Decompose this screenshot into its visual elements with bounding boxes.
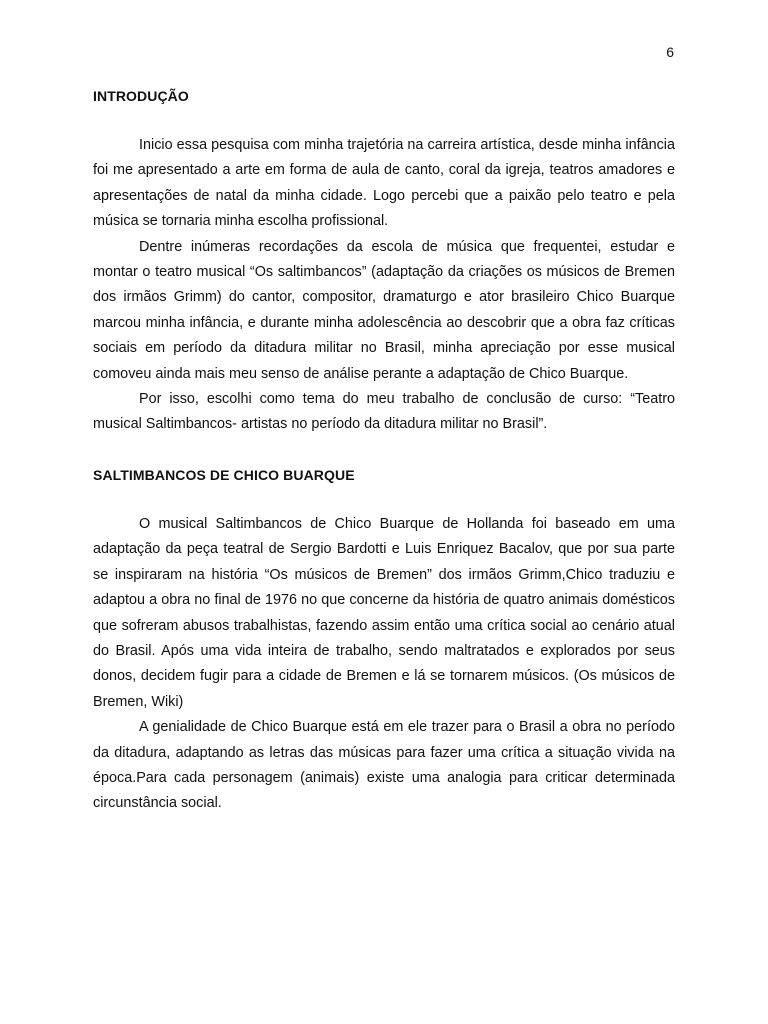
paragraph: Dentre inúmeras recordações da escola de música que frequentei, estudar e montar o teatro musical “Os saltimbancos” (adaptação da criações os músicos de Bremen dos irmãos Grimm) do cantor, compositor, dramaturgo e ator brasileiro Chico Buarque marcou minha infância, e durante minha adolescência ao descobrir que a obra faz críticas sociais em período da ditadura militar no Brasil, minha apreciação por esse musical comoveu ainda mais meu senso de análise perante a adaptação de Chico Buarque. — [93, 238, 675, 382]
paragraph: Por isso, escolhi como tema do meu trabalho de conclusão de curso: “Teatro musical Saltimbancos- artistas no período da ditadura militar no Brasil”. — [93, 391, 675, 433]
page-number: 6 — [666, 44, 674, 60]
section-heading-introducao: INTRODUÇÃO — [93, 88, 189, 104]
paragraph: O musical Saltimbancos de Chico Buarque de Hollanda foi baseado em uma adaptação da peça teatral de Sergio Bardotti e Luis Enriquez Bacalov, que por sua parte se inspiraram na história “Os músicos de Bremen” dos irmãos Grimm,Chico traduziu e adaptou a obra no final de 1976 no que concerne da história de quatro animais domésticos que sofreram abusos trabalhistas, fazendo assim então uma crítica social ao cenário atual do Brasil. Após uma vida inteira de trabalho, sendo maltratados e explorados por seus donos, decidem fugir para a cidade de Bremen e lá se tornarem músicos. (Os músicos de Bremen, Wiki) — [93, 515, 675, 710]
paragraph: A genialidade de Chico Buarque está em ele trazer para o Brasil a obra no período da ditadura, adaptando as letras das músicas para fazer uma crítica a situação vivida na época.Para cada personagem (animais) existe uma analogia para criticar determinada circunstância social. — [93, 719, 675, 812]
paragraph: Inicio essa pesquisa com minha trajetória na carreira artística, desde minha infância foi me apresentado a arte em forma de aula de canto, coral da igreja, teatros amadores e apresentações de natal da minha cidade. Logo percebi que a paixão pelo teatro e pela música se tornaria minha escolha profissional. — [93, 137, 675, 230]
section-heading-saltimbancos: SALTIMBANCOS DE CHICO BUARQUE — [93, 466, 355, 483]
document-body — [93, 86, 675, 817]
